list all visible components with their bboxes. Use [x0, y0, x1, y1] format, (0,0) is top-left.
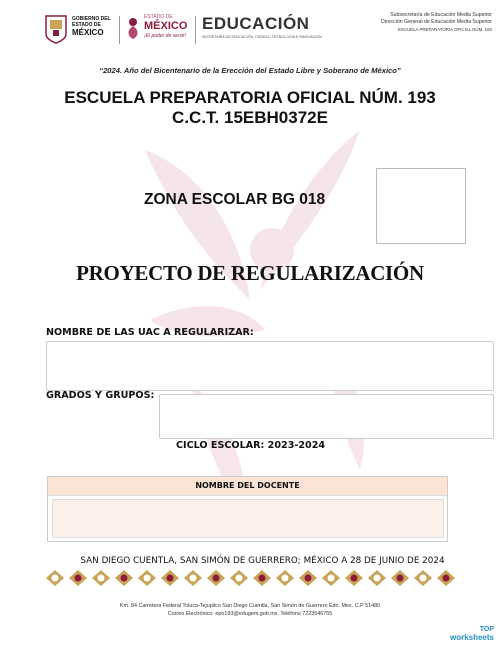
- ornament-motif: [299, 570, 317, 586]
- ornament-motif: [414, 570, 432, 586]
- uac-field[interactable]: [46, 341, 494, 391]
- badge-line2: worksheets: [449, 633, 494, 642]
- ornament-motif: [161, 570, 179, 586]
- ornament-border: [44, 569, 458, 587]
- ciclo-escolar: CICLO ESCOLAR: 2023-2024: [176, 440, 326, 451]
- ornament-motif: [138, 570, 156, 586]
- ornament-motif: [391, 570, 409, 586]
- uac-label: NOMBRE DE LAS UAC A REGULARIZAR:: [46, 327, 254, 338]
- estado-logo-slogan: ¡El poder de servir!: [144, 33, 187, 39]
- ornament-motif: [276, 570, 294, 586]
- ornament-motif: [368, 570, 386, 586]
- address-line: Km. 84 Carretera Federal Toluca-Tejupilco San Diego Cuentla, San Simón de Guerrero Edo. Mex. C.P 51480: [119, 603, 381, 609]
- direccion-line: Dirección General de Educación Media Superior: [380, 19, 492, 25]
- ornament-motif: [230, 570, 248, 586]
- ornament-motif: [207, 570, 225, 586]
- subsecretaria-block: [362, 12, 492, 33]
- gobierno-line2: ESTADO DE: [72, 22, 101, 28]
- ornament-motif: [46, 570, 64, 586]
- ornament-motif: [115, 570, 133, 586]
- gobierno-line1: GOBIERNO DEL: [72, 16, 111, 22]
- estado-logo-name: MÉXICO: [144, 20, 188, 32]
- estado-mexico-logo: [124, 14, 190, 46]
- docente-field[interactable]: [52, 499, 444, 538]
- subsecretaria-line: Subsecretaría de Educación Media Superior: [390, 12, 492, 18]
- grados-field[interactable]: [159, 394, 494, 439]
- photo-box[interactable]: [376, 168, 466, 244]
- gobierno-line3: MÉXICO: [72, 28, 104, 37]
- gobierno-text: [72, 16, 114, 37]
- state-seal-icon: [44, 14, 68, 44]
- anio-leyenda: “2024. Año del Bicentenario de la Erección del Estado Libre y Soberano de México”: [99, 66, 401, 75]
- badge-line1: TOP: [479, 626, 494, 633]
- header-divider: [195, 16, 196, 44]
- ornament-motif: [69, 570, 87, 586]
- topworksheets-badge[interactable]: [450, 626, 494, 642]
- docente-header: NOMBRE DEL DOCENTE: [48, 477, 447, 496]
- educacion-subtitle: SECRETARÍA DE EDUCACIÓN, CIENCIA, TECNOLOGÍA E INNOVACIÓN: [202, 35, 322, 39]
- zona-escolar: ZONA ESCOLAR BG 018: [144, 191, 326, 208]
- ornament-motif: [184, 570, 202, 586]
- school-cct: C.C.T. 15EBH0372E: [172, 108, 328, 127]
- flower-icon: [124, 16, 142, 40]
- ornament-motif: [437, 570, 455, 586]
- proyecto-title: PROYECTO DE REGULARIZACIÓN: [76, 261, 424, 285]
- letterhead: [44, 12, 492, 48]
- educacion-title: EDUCACIÓN: [202, 14, 310, 33]
- gobierno-logo: [44, 12, 114, 46]
- ornament-motif: [92, 570, 110, 586]
- grados-label: GRADOS Y GRUPOS:: [46, 390, 155, 401]
- footer-address: [0, 602, 500, 618]
- docente-box: [47, 476, 448, 542]
- header-divider: [119, 16, 120, 44]
- lugar-fecha: SAN DIEGO CUENTLA, SAN SIMÓN DE GUERRERO; MÉXICO A 28 DE JUNIO DE 2024: [80, 556, 445, 566]
- ornament-motif: [345, 570, 363, 586]
- estado-logo-top: ESTADO DE: [144, 14, 173, 20]
- escuela-line: ESCUELA PREPARATORIA OFICIAL NÚM. 193: [397, 27, 492, 32]
- ornament-motif: [322, 570, 340, 586]
- educacion-logo: [202, 14, 372, 46]
- contact-line: Correo Electrónico: epo193@edugem.gob.mx. Teléfono 7223546755: [167, 611, 333, 617]
- school-name: ESCUELA PREPARATORIA OFICIAL NÚM. 193: [64, 88, 436, 107]
- ornament-motif: [253, 570, 271, 586]
